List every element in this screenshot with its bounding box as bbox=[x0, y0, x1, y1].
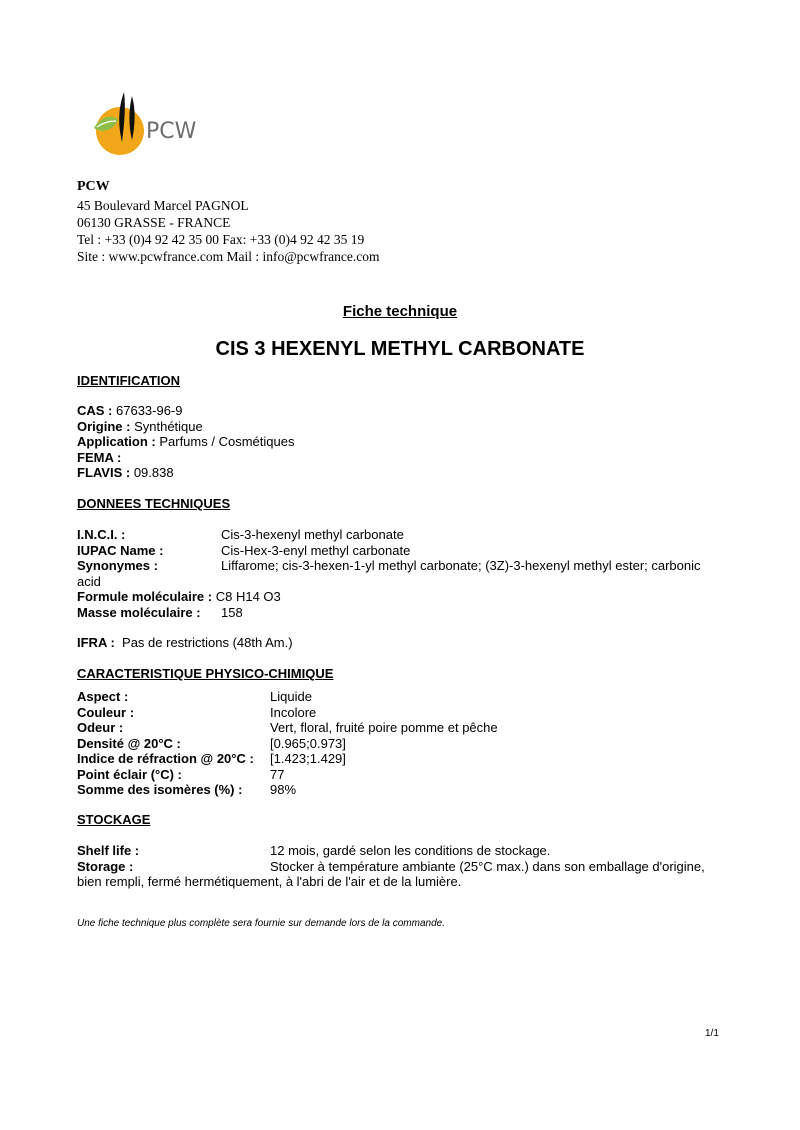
mass-value: 158 bbox=[221, 604, 243, 620]
company-address-block bbox=[77, 178, 379, 265]
address-line-1: 45 Boulevard Marcel PAGNOL bbox=[77, 198, 249, 213]
synonyms-continuation: acid bbox=[77, 573, 101, 589]
cas-value: 67633-96-9 bbox=[116, 403, 183, 418]
svg-text:PCW: PCW bbox=[146, 119, 197, 144]
inci-row bbox=[77, 527, 404, 543]
company-name: PCW bbox=[77, 179, 110, 194]
storage-row bbox=[77, 858, 705, 875]
inci-value: Cis-3-hexenyl methyl carbonate bbox=[221, 527, 404, 542]
sheet-title: Fiche technique bbox=[342, 303, 458, 320]
formula-row bbox=[77, 589, 281, 605]
color-value: Incolore bbox=[270, 704, 317, 720]
flavis-label: FLAVIS : bbox=[77, 465, 131, 480]
pcw-logo-icon bbox=[88, 86, 218, 158]
ifra-value: Pas de restrictions (48th Am.) bbox=[122, 635, 293, 650]
origin-label: Origine : bbox=[77, 418, 131, 434]
product-title: CIS 3 HEXENYL METHYL CARBONATE bbox=[215, 338, 585, 360]
flash-point-label: Point éclair (°C) : bbox=[77, 766, 182, 782]
aspect-label: Aspect : bbox=[77, 689, 129, 704]
aspect-row bbox=[77, 689, 312, 705]
isomers-value: 98% bbox=[270, 782, 297, 797]
mass-row bbox=[77, 604, 243, 621]
web-mail-line: Site : www.pcwfrance.com Mail : info@pcwfrance.com bbox=[77, 249, 380, 264]
cas-row bbox=[77, 403, 183, 419]
shelf-life-label: Shelf life : bbox=[77, 843, 140, 858]
shelf-life-row bbox=[77, 843, 551, 859]
page-number: 1/1 bbox=[705, 1028, 719, 1039]
formula-value: C8 H14 O3 bbox=[215, 589, 281, 604]
phone-fax-line: Tel : +33 (0)4 92 42 35 00 Fax: +33 (0)4 92 42 35 19 bbox=[77, 232, 365, 247]
refraction-value: [1.423;1.429] bbox=[270, 751, 346, 766]
storage-value: Stocker à température ambiante (25°C max.) dans son emballage d'origine, bbox=[270, 858, 705, 874]
application-label: Application : bbox=[77, 434, 156, 449]
physico-heading: CARACTERISTIQUE PHYSICO-CHIMIQUE bbox=[77, 666, 334, 681]
address-line-2: 06130 GRASSE - FRANCE bbox=[77, 215, 231, 230]
odor-label: Odeur : bbox=[77, 720, 124, 735]
flash-point-value: 77 bbox=[270, 766, 285, 782]
storage-heading: STOCKAGE bbox=[77, 812, 151, 827]
flavis-value: 09.838 bbox=[133, 465, 174, 480]
flavis-row bbox=[77, 465, 174, 481]
shelf-life-value: 12 mois, gardé selon les conditions de stockage. bbox=[270, 843, 551, 858]
isomers-label: Somme des isomères (%) : bbox=[77, 782, 243, 797]
iupac-label: IUPAC Name : bbox=[77, 542, 164, 558]
footer-note: Une fiche technique plus complète sera fournie sur demande lors de la commande. bbox=[77, 918, 445, 929]
identification-heading: IDENTIFICATION bbox=[77, 373, 181, 388]
fema-row bbox=[77, 450, 121, 466]
density-value: [0.965;0.973] bbox=[270, 735, 346, 751]
formula-label: Formule moléculaire : bbox=[77, 589, 213, 604]
technical-heading: DONNEES TECHNIQUES bbox=[77, 496, 231, 511]
storage-continuation: bien rempli, fermé hermétiquement, à l'abri de l'air et de la lumière. bbox=[77, 874, 462, 889]
odor-value: Vert, floral, fruité poire pomme et pêche bbox=[270, 720, 498, 735]
cas-label: CAS : bbox=[77, 403, 113, 418]
color-row bbox=[77, 704, 317, 721]
ifra-row bbox=[77, 635, 293, 651]
origin-row bbox=[77, 419, 203, 435]
isomers-row bbox=[77, 782, 297, 798]
odor-row bbox=[77, 720, 498, 736]
density-label: Densité @ 20°C : bbox=[77, 735, 181, 751]
mass-label: Masse moléculaire : bbox=[77, 604, 201, 620]
inci-label: I.N.C.I. : bbox=[77, 527, 126, 542]
application-value: Parfums / Cosmétiques bbox=[159, 434, 295, 449]
density-row bbox=[77, 735, 346, 752]
fema-label: FEMA : bbox=[77, 449, 122, 465]
refraction-label: Indice de réfraction @ 20°C : bbox=[77, 751, 254, 766]
company-logo bbox=[88, 86, 218, 158]
refraction-row bbox=[77, 751, 346, 767]
synonyms-row bbox=[77, 558, 701, 574]
origin-value: Synthétique bbox=[134, 418, 203, 434]
application-row bbox=[77, 434, 294, 450]
synonyms-value: Liffarome; cis-3-hexen-1-yl methyl carbonate; (3Z)-3-hexenyl methyl ester; carbonic bbox=[221, 558, 701, 573]
synonyms-label: Synonymes : bbox=[77, 558, 158, 573]
storage-label: Storage : bbox=[77, 858, 134, 874]
color-label: Couleur : bbox=[77, 704, 135, 720]
aspect-value: Liquide bbox=[270, 689, 312, 704]
flash-point-row bbox=[77, 766, 285, 783]
iupac-row bbox=[77, 542, 411, 559]
iupac-value: Cis-Hex-3-enyl methyl carbonate bbox=[221, 542, 411, 558]
ifra-label: IFRA : bbox=[77, 635, 115, 650]
